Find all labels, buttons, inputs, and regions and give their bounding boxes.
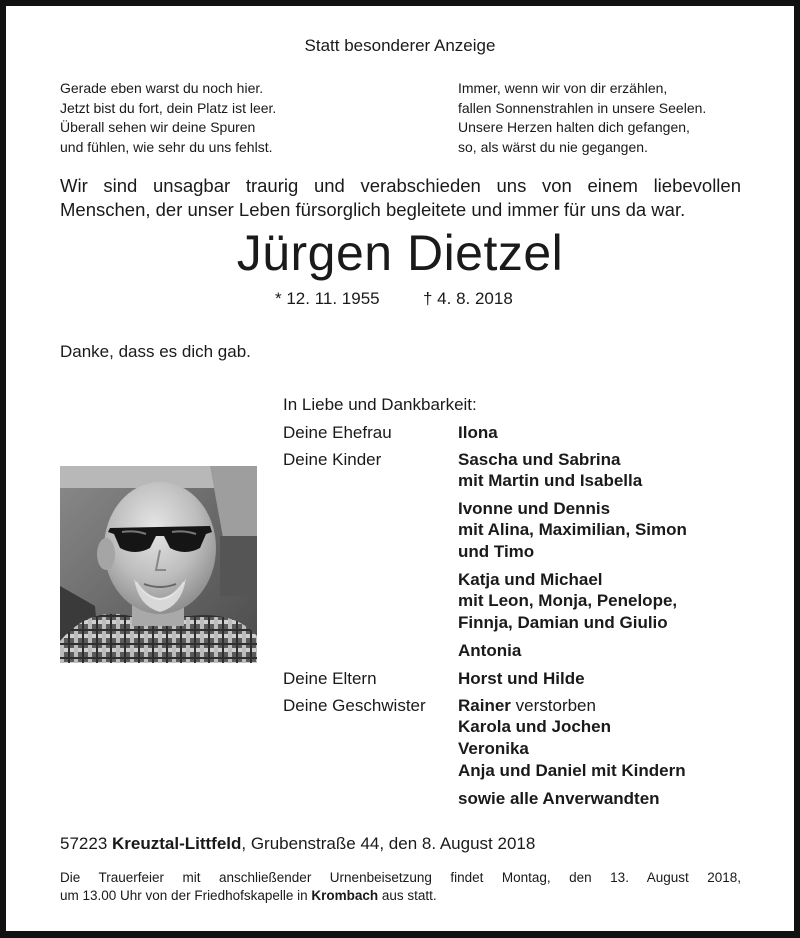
relatives-line: sowie alle Anverwandten [458,789,660,808]
intro-line: Wir sind unsagbar traurig und verabschieden uns von einem liebevollen [60,175,741,196]
child-line: Antonia [458,641,522,660]
funeral-note-text: um 13.00 Uhr von der Friedhofskapelle in [60,888,312,903]
parents-label: Deine Eltern [283,669,377,688]
sibling-line: Veronika [458,739,529,758]
children-label: Deine Kinder [283,450,382,469]
poem-line: Unsere Herzen halten dich gefangen, [458,119,690,135]
child-line: mit Leon, Monja, Penelope, [458,591,678,610]
parents-names: Horst und Hilde [458,669,585,688]
child-line: Katja und Michael [458,570,603,589]
child-line: Ivonne und Dennis [458,499,611,518]
portrait-photo [60,466,257,663]
child-line: mit Martin und Isabella [458,471,643,490]
poem-left [60,79,276,157]
poem-right [458,79,706,157]
birth-date: * 12. 11. 1955 [275,289,380,308]
intro-line: Menschen, der unser Leben fürsorglich begleitete und immer für uns da war. [60,199,686,220]
funeral-note-line [60,887,741,905]
funeral-place: Krombach [311,888,379,903]
child-line: Sascha und Sabrina [458,450,621,469]
poem-line: Immer, wenn wir von dir erzählen, [458,80,668,96]
sibling-name: Rainer [458,696,511,715]
header-title: Statt besonderer Anzeige [304,36,496,55]
footer-street-date: , Grubenstraße 44, den 8. August 2018 [241,834,536,853]
thanks-text: Danke, dass es dich gab. [60,342,251,361]
poem-line: und fühlen, wie sehr du uns fehlst. [60,138,273,155]
poem-line: Jetzt bist du fort, dein Platz ist leer. [60,99,277,116]
funeral-note [60,869,741,905]
poem-line: Gerade eben warst du noch hier. [60,80,264,96]
poem-line: so, als wärst du nie gegangen. [458,138,648,155]
child-line: und Timo [458,542,535,561]
family-intro: In Liebe und Dankbarkeit: [283,395,477,414]
death-date: † 4. 8. 2018 [423,289,513,308]
child-line: mit Alina, Maximilian, Simon [458,520,687,539]
sibling-note: verstorben [510,696,596,715]
portrait-image [60,466,257,663]
child-line: Finnja, Damian und Giulio [458,613,668,632]
funeral-note-line: Die Trauerfeier mit anschließender Urnenbeisetzung findet Montag, den 13. August 2018, [60,870,741,885]
deceased-name: Jürgen Dietzel [236,225,564,281]
poem-line: fallen Sonnenstrahlen in unsere Seelen. [458,99,707,116]
sibling-line: Karola und Jochen [458,717,612,736]
footer-zip: 57223 [60,834,112,853]
wife-name: Ilona [458,423,498,442]
wife-label: Deine Ehefrau [283,423,392,442]
siblings-label: Deine Geschwister [283,696,426,715]
sibling-line [458,695,596,716]
sibling-line: Anja und Daniel mit Kindern [458,761,686,780]
footer-address [60,834,535,854]
funeral-note-text: aus statt. [378,888,437,903]
footer-town: Kreuztal-Littfeld [112,834,242,853]
poem-line: Überall sehen wir deine Spuren [60,119,256,135]
intro-text [60,174,741,222]
